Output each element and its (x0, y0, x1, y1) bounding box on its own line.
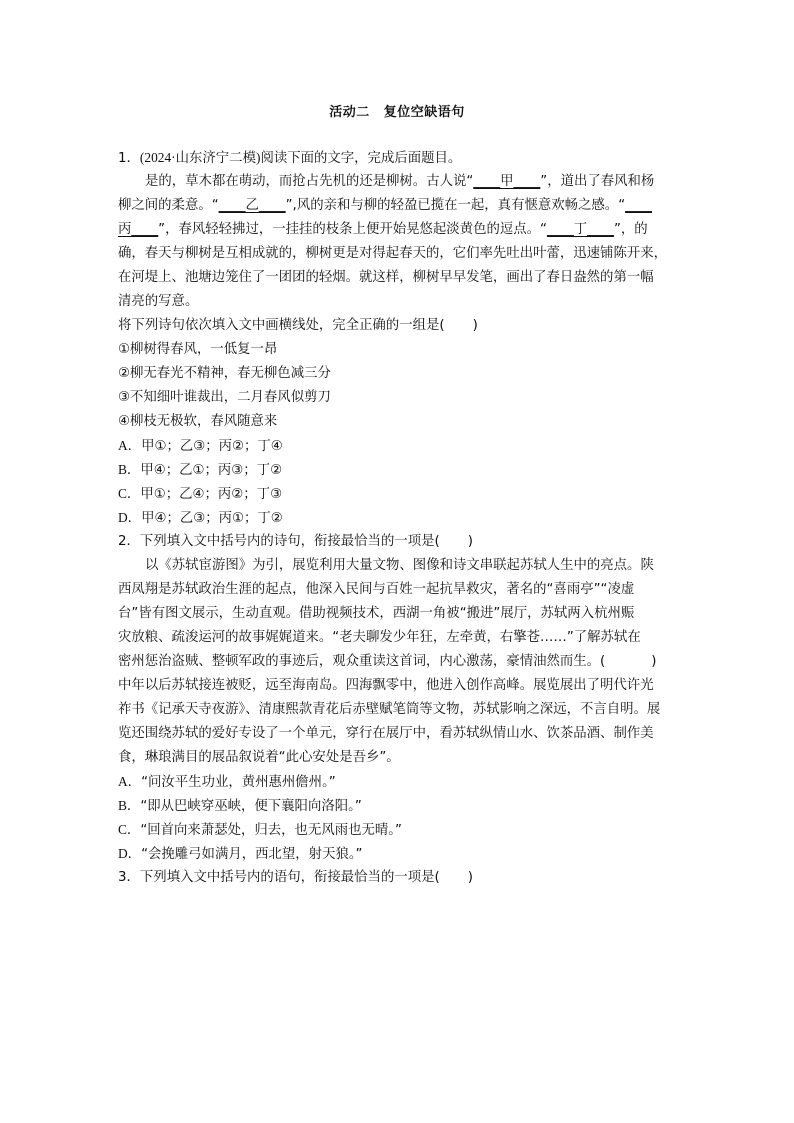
q2-option-c[interactable] (118, 818, 678, 842)
option-letter: C． (118, 486, 141, 501)
q1-source: (2024·山东济宁二模) (139, 150, 261, 165)
q2-passage-line: 西凤翔是苏轼政治生涯的起点，他深入民间与百姓一起抗旱救灾，著名的“喜雨亭”“凌虚 (118, 582, 635, 597)
blank-yi: ____乙____ (218, 198, 286, 213)
blank-ding: ____丁____ (546, 222, 614, 237)
q2-stem: 下列填入文中括号内的诗句，衔接最恰当的一项是( (139, 534, 440, 549)
option-letter: A． (118, 774, 142, 789)
q1-passage-line (118, 218, 678, 242)
q3-number: 3． (118, 870, 140, 885)
q2-passage-line: 食，琳琅满目的展品叙说着“此心安处是吾乡”。 (118, 750, 400, 765)
q1-option-c[interactable] (118, 482, 678, 506)
passage-text: ”，道出了春风和杨 (540, 174, 655, 189)
option-text: 甲④；乙①；丙③；丁② (140, 463, 283, 478)
answer-paren: ) (651, 654, 657, 669)
option-text: 甲④；乙③；丙①；丁② (141, 511, 283, 526)
blank-bing-start: ____ (625, 198, 652, 213)
q2-stem-paren: ) (467, 534, 473, 549)
q1-question (118, 314, 678, 338)
option-letter: B． (118, 798, 141, 813)
q3-header (118, 866, 678, 890)
passage-text: ”,风的亲和与柳的轻盈已揽在一起，真有惬意欢畅之感。“ (285, 198, 626, 213)
q2-option-b[interactable] (118, 794, 678, 818)
blank-jia: ____甲____ (473, 174, 541, 189)
option-text: “即从巴峡穿巫峡，便下襄阳向洛阳。” (140, 799, 362, 814)
section-title-topic: 复位空缺语句 (383, 105, 465, 120)
q2-header (118, 530, 678, 554)
q2-option-d[interactable] (118, 842, 678, 866)
q1-option-b[interactable] (118, 458, 678, 482)
q1-option-d[interactable] (118, 506, 678, 530)
passage-text: 是的，草木都在萌动，而抢占先机的还是柳树。古人说“ (145, 174, 474, 189)
question-content (118, 146, 678, 890)
q1-item: ②柳无春光不精神，春无柳色减三分 (118, 366, 331, 381)
q2-passage-line: 灾放粮、疏浚运河的故事娓娓道来。“老夫聊发少年狂，左牵黄，右擎苍……”了解苏轼在 (118, 630, 641, 645)
q1-passage-line (118, 194, 678, 218)
q1-passage-line (118, 170, 678, 194)
q1-number: 1． (118, 151, 140, 166)
q2-number: 2． (118, 534, 140, 549)
option-text: “问汝平生功业，黄州惠州儋州。” (141, 775, 336, 790)
blank-bing-end: 丙____ (118, 222, 159, 237)
option-letter: B． (118, 462, 141, 477)
q1-question-text: 将下列诗句依次填入文中画横线处，完全正确的一组是( (118, 318, 445, 333)
q1-item: ④柳枝无极软，春风随意来 (118, 414, 278, 429)
q2-passage-line (118, 650, 678, 674)
q1-stem: 阅读下面的文字，完成后面题目。 (260, 151, 462, 166)
q3-stem: 下列填入文中括号内的语句，衔接最恰当的一项是( (139, 870, 440, 885)
passage-text: 柳之间的柔意。“ (118, 198, 219, 213)
q2-option-a[interactable] (118, 770, 678, 794)
q2-passage-line: 中年以后苏轼接连被贬，远至海南岛。四海飘零中，他进入创作高峰。展览展出了明代许光 (118, 678, 654, 693)
option-letter: D． (118, 846, 142, 861)
q1-passage-line: 确，春天与柳树是互相成就的，柳树更是对得起春天的，它们率先吐出叶蕾，迅速铺陈开来， (118, 246, 668, 261)
q1-passage-line: 清亮的写意。 (118, 294, 199, 309)
option-text: “回首向来萧瑟处，归去，也无风雨也无晴。” (140, 823, 402, 838)
q2-passage-line: 览还围绕苏轼的爱好专设了一个单元，穿行在展厅中，看苏轼纵情山水、饮茶品酒、制作美 (118, 726, 654, 741)
passage-text: 密州惩治盗贼、整顿军政的事迹后，观众重读这首词，内心激荡，豪情油然而生。( (118, 654, 606, 669)
q1-item: ①柳树得春风，一低复一昂 (118, 342, 278, 357)
section-title-activity: 活动二 (329, 105, 370, 120)
q1-option-a[interactable] (118, 434, 678, 458)
q2-passage-line: 以《苏轼宦游图》为引，展览利用大量文物、图像和诗文串联起苏轼人生中的亮点。陕 (145, 558, 654, 573)
option-text: “会挽雕弓如满月，西北望，射天狼。” (141, 847, 363, 862)
q1-item: ③不知细叶谁裁出，二月春风似剪刀 (118, 390, 331, 405)
option-text: 甲①；乙④；丙②；丁③ (140, 487, 283, 502)
option-text: 甲①；乙③；丙②；丁④ (141, 439, 283, 454)
q1-header (118, 146, 678, 170)
passage-text: ”，的 (613, 222, 648, 237)
option-letter: C． (118, 822, 141, 837)
q1-question-paren: ) (472, 318, 478, 333)
option-letter: A． (118, 438, 142, 453)
q3-stem-paren: ) (467, 870, 473, 885)
passage-text: ”，春风轻轻拂过，一挂挂的枝条上便开始晃悠起淡黄色的逗点。“ (158, 222, 547, 237)
q1-passage-line: 在河堤上、池塘边笼住了一团团的轻烟。就这样，柳树早早发笔，画出了春日盎然的第一幅 (118, 270, 654, 285)
section-title (0, 101, 794, 120)
option-letter: D． (118, 510, 142, 525)
q2-passage-line: 台”皆有图文展示，生动直观。借助视频技术，西湖一角被“搬进”展厅，苏轼两入杭州赈 (118, 606, 635, 621)
q2-passage-line: 祚书《记承天寺夜游》、清康熙款青花后赤壁赋笔筒等文物，苏轼影响之深远，不言自明。展 (118, 702, 661, 717)
